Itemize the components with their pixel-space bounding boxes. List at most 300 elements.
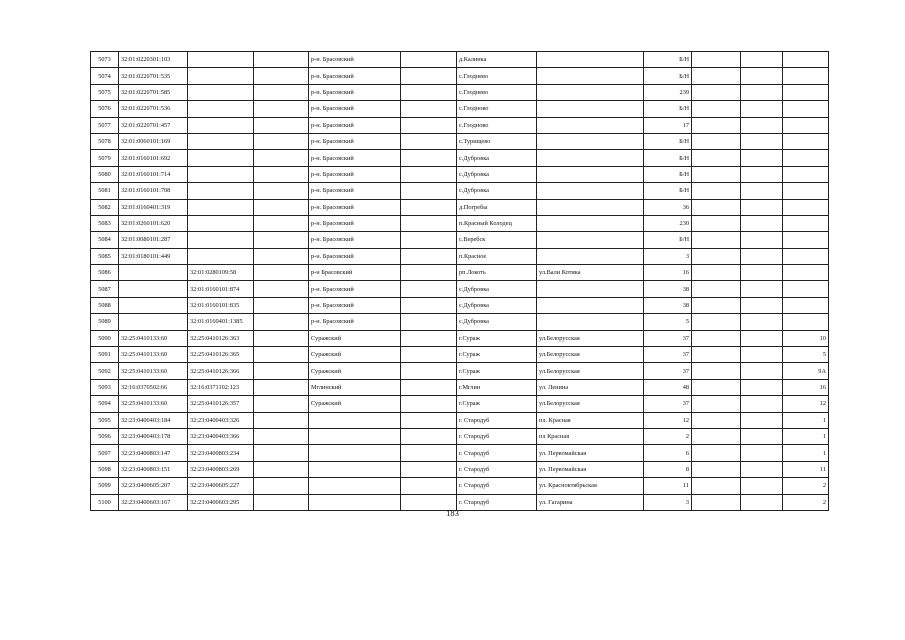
cell-locality: с.Глоднево bbox=[457, 84, 537, 100]
cell-col-empty-c bbox=[692, 52, 741, 68]
cell-district: р-н. Брасовский bbox=[309, 150, 401, 166]
cell-apartment-number bbox=[783, 101, 829, 117]
cell-col-empty-c bbox=[692, 199, 741, 215]
cell-row-number: 5077 bbox=[91, 117, 119, 133]
cell-col-empty-a bbox=[254, 117, 309, 133]
cell-cadastral-number: 32:25:0410133:60 bbox=[119, 347, 188, 363]
cell-col-empty-c bbox=[692, 117, 741, 133]
cell-col-empty-c bbox=[692, 347, 741, 363]
cell-cadastral-number-new: 32:01:0160101:835 bbox=[188, 297, 254, 313]
cell-street: ул.Белорусская bbox=[537, 330, 644, 346]
cell-col-empty-b bbox=[401, 199, 457, 215]
cell-cadastral-number-new bbox=[188, 84, 254, 100]
cell-cadastral-number-new bbox=[188, 101, 254, 117]
cell-col-empty-d bbox=[741, 314, 783, 330]
cell-col-empty-d bbox=[741, 117, 783, 133]
cell-apartment-number: 1 bbox=[783, 412, 829, 428]
cell-col-empty-d bbox=[741, 215, 783, 231]
cell-apartment-number bbox=[783, 297, 829, 313]
table-row bbox=[91, 265, 829, 281]
cell-col-empty-a bbox=[254, 183, 309, 199]
cell-cadastral-number: 32:01:0160401:319 bbox=[119, 199, 188, 215]
cell-col-empty-b bbox=[401, 52, 457, 68]
cell-house-number: 239 bbox=[644, 84, 692, 100]
cell-apartment-number: 10 bbox=[783, 330, 829, 346]
cell-col-empty-b bbox=[401, 396, 457, 412]
table-row bbox=[91, 248, 829, 264]
cell-street bbox=[537, 199, 644, 215]
cell-col-empty-d bbox=[741, 248, 783, 264]
cell-cadastral-number: 32:01:0180101:449 bbox=[119, 248, 188, 264]
cell-cadastral-number-new bbox=[188, 117, 254, 133]
table-row bbox=[91, 68, 829, 84]
cell-row-number: 5079 bbox=[91, 150, 119, 166]
cell-street bbox=[537, 68, 644, 84]
table-row bbox=[91, 150, 829, 166]
cell-locality: с.Дубровка bbox=[457, 150, 537, 166]
cell-row-number: 5085 bbox=[91, 248, 119, 264]
cell-col-empty-c bbox=[692, 84, 741, 100]
cell-cadastral-number bbox=[119, 265, 188, 281]
cell-apartment-number bbox=[783, 314, 829, 330]
cell-col-empty-a bbox=[254, 412, 309, 428]
table-row bbox=[91, 363, 829, 379]
table-row bbox=[91, 461, 829, 477]
cell-street: ул. Первомайская bbox=[537, 461, 644, 477]
cell-row-number: 5095 bbox=[91, 412, 119, 428]
cell-cadastral-number: 32:01:0220301:103 bbox=[119, 52, 188, 68]
cell-cadastral-number: 32:23:0400403:184 bbox=[119, 412, 188, 428]
cell-apartment-number: 11 bbox=[783, 461, 829, 477]
cell-street: ул. Гагарина bbox=[537, 494, 644, 510]
cell-col-empty-d bbox=[741, 84, 783, 100]
cell-col-empty-b bbox=[401, 215, 457, 231]
cell-district: Суражский bbox=[309, 347, 401, 363]
cell-row-number: 5088 bbox=[91, 297, 119, 313]
cell-house-number: 5 bbox=[644, 314, 692, 330]
cell-col-empty-a bbox=[254, 68, 309, 84]
registry-table bbox=[90, 51, 829, 511]
cell-street: пл. Красная bbox=[537, 412, 644, 428]
cell-col-empty-b bbox=[401, 445, 457, 461]
cell-col-empty-a bbox=[254, 166, 309, 182]
cell-col-empty-a bbox=[254, 379, 309, 395]
cell-apartment-number: 1 bbox=[783, 445, 829, 461]
cell-street bbox=[537, 215, 644, 231]
cell-cadastral-number bbox=[119, 281, 188, 297]
cell-cadastral-number bbox=[119, 314, 188, 330]
cell-cadastral-number: 32:01:0160101:692 bbox=[119, 150, 188, 166]
cell-col-empty-d bbox=[741, 297, 783, 313]
cell-col-empty-b bbox=[401, 330, 457, 346]
cell-col-empty-c bbox=[692, 150, 741, 166]
cell-row-number: 5082 bbox=[91, 199, 119, 215]
cell-locality: с.Дубровка bbox=[457, 183, 537, 199]
cell-apartment-number: 2 bbox=[783, 478, 829, 494]
table-row bbox=[91, 117, 829, 133]
cell-district: Суражский bbox=[309, 396, 401, 412]
cell-col-empty-a bbox=[254, 330, 309, 346]
cell-col-empty-b bbox=[401, 314, 457, 330]
cell-row-number: 5080 bbox=[91, 166, 119, 182]
table-row bbox=[91, 379, 829, 395]
cell-locality: д.Погребы bbox=[457, 199, 537, 215]
cell-house-number: 16 bbox=[644, 265, 692, 281]
cell-cadastral-number: 32:01:0160101:708 bbox=[119, 183, 188, 199]
cell-house-number: 37 bbox=[644, 330, 692, 346]
cell-street bbox=[537, 52, 644, 68]
cell-house-number: 37 bbox=[644, 363, 692, 379]
cell-cadastral-number-new: 32:23:0400803:269 bbox=[188, 461, 254, 477]
table-row bbox=[91, 133, 829, 149]
cell-district: р-н. Брасовский bbox=[309, 215, 401, 231]
cell-street bbox=[537, 166, 644, 182]
cell-col-empty-b bbox=[401, 265, 457, 281]
cell-col-empty-d bbox=[741, 183, 783, 199]
cell-district: р-н. Брасовский bbox=[309, 117, 401, 133]
cell-row-number: 5093 bbox=[91, 379, 119, 395]
cell-col-empty-b bbox=[401, 166, 457, 182]
cell-col-empty-a bbox=[254, 314, 309, 330]
cell-locality: г.Сураж bbox=[457, 347, 537, 363]
cell-row-number: 5073 bbox=[91, 52, 119, 68]
cell-cadastral-number: 32:01:0220701:457 bbox=[119, 117, 188, 133]
cell-apartment-number: 16 bbox=[783, 379, 829, 395]
cell-cadastral-number-new bbox=[188, 183, 254, 199]
cell-house-number: Б/Н bbox=[644, 133, 692, 149]
cell-locality: с.Дубровка bbox=[457, 314, 537, 330]
cell-row-number: 5099 bbox=[91, 478, 119, 494]
cell-row-number: 5096 bbox=[91, 428, 119, 444]
cell-locality: д.Калинка bbox=[457, 52, 537, 68]
cell-row-number: 5075 bbox=[91, 84, 119, 100]
cell-col-empty-b bbox=[401, 133, 457, 149]
table-row bbox=[91, 166, 829, 182]
table-row bbox=[91, 347, 829, 363]
cell-row-number: 5091 bbox=[91, 347, 119, 363]
cell-apartment-number bbox=[783, 281, 829, 297]
cell-col-empty-b bbox=[401, 379, 457, 395]
cell-col-empty-c bbox=[692, 379, 741, 395]
cell-locality: с.Глодново bbox=[457, 117, 537, 133]
cell-house-number: 6 bbox=[644, 445, 692, 461]
cell-locality: г. Стародуб bbox=[457, 494, 537, 510]
cell-street bbox=[537, 248, 644, 264]
cell-col-empty-a bbox=[254, 428, 309, 444]
cell-col-empty-d bbox=[741, 166, 783, 182]
cell-house-number: Б/Н bbox=[644, 232, 692, 248]
cell-col-empty-d bbox=[741, 478, 783, 494]
cell-locality: п.Красное bbox=[457, 248, 537, 264]
cell-district: р-н. Брасовский bbox=[309, 68, 401, 84]
table-row bbox=[91, 232, 829, 248]
cell-street: ул.Белорусская bbox=[537, 363, 644, 379]
cell-col-empty-c bbox=[692, 265, 741, 281]
cell-col-empty-b bbox=[401, 68, 457, 84]
cell-col-empty-c bbox=[692, 232, 741, 248]
cell-col-empty-b bbox=[401, 84, 457, 100]
cell-locality: с.Глодново bbox=[457, 101, 537, 117]
cell-district bbox=[309, 412, 401, 428]
cell-row-number: 5074 bbox=[91, 68, 119, 84]
cell-house-number: 38 bbox=[644, 281, 692, 297]
cell-cadastral-number-new bbox=[188, 199, 254, 215]
cell-col-empty-c bbox=[692, 183, 741, 199]
cell-col-empty-b bbox=[401, 150, 457, 166]
cell-col-empty-c bbox=[692, 461, 741, 477]
cell-col-empty-b bbox=[401, 478, 457, 494]
cell-cadastral-number: 32:01:0220701:585 bbox=[119, 84, 188, 100]
cell-cadastral-number: 32:16:0370502:66 bbox=[119, 379, 188, 395]
cell-locality: г. Стародуб bbox=[457, 412, 537, 428]
cell-street bbox=[537, 297, 644, 313]
cell-row-number: 5083 bbox=[91, 215, 119, 231]
cell-cadastral-number-new: 32:01:0160401:1385 bbox=[188, 314, 254, 330]
cell-col-empty-b bbox=[401, 297, 457, 313]
cell-locality: с.Глоднево bbox=[457, 68, 537, 84]
cell-col-empty-c bbox=[692, 445, 741, 461]
table-row bbox=[91, 314, 829, 330]
cell-street: ул.Белорусская bbox=[537, 396, 644, 412]
cell-col-empty-a bbox=[254, 297, 309, 313]
cell-col-empty-b bbox=[401, 347, 457, 363]
cell-cadastral-number: 32:01:0220701:535 bbox=[119, 68, 188, 84]
table-row bbox=[91, 412, 829, 428]
cell-house-number: 3 bbox=[644, 494, 692, 510]
cell-house-number: 12 bbox=[644, 412, 692, 428]
table-row bbox=[91, 396, 829, 412]
cell-street bbox=[537, 150, 644, 166]
cell-col-empty-c bbox=[692, 412, 741, 428]
cell-col-empty-a bbox=[254, 478, 309, 494]
cell-apartment-number bbox=[783, 166, 829, 182]
cell-district bbox=[309, 478, 401, 494]
cell-col-empty-d bbox=[741, 281, 783, 297]
cell-row-number: 5076 bbox=[91, 101, 119, 117]
cell-district: Суражский bbox=[309, 363, 401, 379]
cell-cadastral-number-new: 32:25:0410126:366 bbox=[188, 363, 254, 379]
cell-col-empty-a bbox=[254, 363, 309, 379]
cell-row-number: 5086 bbox=[91, 265, 119, 281]
table-row bbox=[91, 215, 829, 231]
cell-district: р-н. Брасовский bbox=[309, 314, 401, 330]
cell-house-number: 48 bbox=[644, 379, 692, 395]
cell-col-empty-d bbox=[741, 133, 783, 149]
table-row bbox=[91, 445, 829, 461]
cell-house-number: Б/Н bbox=[644, 150, 692, 166]
cell-cadastral-number: 32:23:0400403:178 bbox=[119, 428, 188, 444]
cell-col-empty-c bbox=[692, 166, 741, 182]
cell-col-empty-c bbox=[692, 396, 741, 412]
table-row bbox=[91, 199, 829, 215]
cell-apartment-number bbox=[783, 150, 829, 166]
cell-col-empty-a bbox=[254, 265, 309, 281]
cell-street bbox=[537, 314, 644, 330]
cell-col-empty-a bbox=[254, 150, 309, 166]
cell-col-empty-d bbox=[741, 150, 783, 166]
cell-apartment-number bbox=[783, 183, 829, 199]
cell-col-empty-b bbox=[401, 248, 457, 264]
cell-col-empty-d bbox=[741, 199, 783, 215]
cell-locality: с.Дубровка bbox=[457, 166, 537, 182]
cell-locality: г.Сураж bbox=[457, 363, 537, 379]
cell-col-empty-b bbox=[401, 101, 457, 117]
cell-house-number: Б/Н bbox=[644, 52, 692, 68]
cell-apartment-number bbox=[783, 265, 829, 281]
cell-cadastral-number-new: 32:23:0400603:295 bbox=[188, 494, 254, 510]
cell-col-empty-d bbox=[741, 461, 783, 477]
cell-cadastral-number-new: 32:25:0410126:363 bbox=[188, 330, 254, 346]
cell-col-empty-b bbox=[401, 183, 457, 199]
cell-col-empty-d bbox=[741, 379, 783, 395]
cell-district: р-н. Брасовский bbox=[309, 84, 401, 100]
cell-apartment-number bbox=[783, 84, 829, 100]
cell-house-number: 11 bbox=[644, 478, 692, 494]
cell-cadastral-number: 32:23:0400803:147 bbox=[119, 445, 188, 461]
cell-col-empty-c bbox=[692, 363, 741, 379]
cell-district: Мглинский bbox=[309, 379, 401, 395]
cell-col-empty-c bbox=[692, 478, 741, 494]
cell-cadastral-number-new bbox=[188, 215, 254, 231]
cell-apartment-number bbox=[783, 133, 829, 149]
cell-col-empty-d bbox=[741, 232, 783, 248]
cell-col-empty-d bbox=[741, 445, 783, 461]
table-row bbox=[91, 297, 829, 313]
cell-cadastral-number-new: 32:23:0400403:326 bbox=[188, 412, 254, 428]
cell-col-empty-c bbox=[692, 248, 741, 264]
cell-house-number: 2 bbox=[644, 428, 692, 444]
cell-apartment-number: 9А bbox=[783, 363, 829, 379]
table-row bbox=[91, 52, 829, 68]
cell-col-empty-c bbox=[692, 330, 741, 346]
cell-street bbox=[537, 232, 644, 248]
cell-col-empty-c bbox=[692, 428, 741, 444]
cell-col-empty-a bbox=[254, 133, 309, 149]
cell-house-number: 3 bbox=[644, 248, 692, 264]
cell-col-empty-a bbox=[254, 445, 309, 461]
cell-cadastral-number-new: 32:23:0400605:227 bbox=[188, 478, 254, 494]
cell-col-empty-a bbox=[254, 396, 309, 412]
cell-street: ул.Белорусская bbox=[537, 347, 644, 363]
cell-apartment-number: 2 bbox=[783, 494, 829, 510]
cell-locality: с.Турищево bbox=[457, 133, 537, 149]
cell-house-number: Б/Н bbox=[644, 166, 692, 182]
cell-row-number: 5081 bbox=[91, 183, 119, 199]
cell-street bbox=[537, 281, 644, 297]
cell-cadastral-number-new bbox=[188, 248, 254, 264]
cell-row-number: 5094 bbox=[91, 396, 119, 412]
cell-cadastral-number-new bbox=[188, 232, 254, 248]
cell-street bbox=[537, 101, 644, 117]
cell-district: р-н. Брасовский bbox=[309, 183, 401, 199]
cell-col-empty-b bbox=[401, 232, 457, 248]
cell-locality: п.Красный Колодец bbox=[457, 215, 537, 231]
cell-street: ул. Ленина bbox=[537, 379, 644, 395]
cell-col-empty-a bbox=[254, 281, 309, 297]
cell-cadastral-number-new bbox=[188, 150, 254, 166]
cell-row-number: 5087 bbox=[91, 281, 119, 297]
cell-locality: с.Веребск bbox=[457, 232, 537, 248]
cell-apartment-number bbox=[783, 248, 829, 264]
cell-col-empty-b bbox=[401, 428, 457, 444]
cell-apartment-number bbox=[783, 232, 829, 248]
cell-col-empty-d bbox=[741, 347, 783, 363]
cell-cadastral-number: 32:01:0220701:536 bbox=[119, 101, 188, 117]
cell-locality: г.Мглин bbox=[457, 379, 537, 395]
cell-locality: г. Стародуб bbox=[457, 428, 537, 444]
cell-cadastral-number-new: 32:01:0280109:58 bbox=[188, 265, 254, 281]
cell-col-empty-d bbox=[741, 412, 783, 428]
cell-apartment-number: 5 bbox=[783, 347, 829, 363]
cell-row-number: 5092 bbox=[91, 363, 119, 379]
cell-col-empty-a bbox=[254, 101, 309, 117]
cell-locality: с.Дубровка bbox=[457, 297, 537, 313]
cell-col-empty-c bbox=[692, 68, 741, 84]
cell-district: р-н. Брасовский bbox=[309, 248, 401, 264]
cell-house-number: 8 bbox=[644, 461, 692, 477]
cell-col-empty-c bbox=[692, 281, 741, 297]
cell-house-number: Б/Н bbox=[644, 68, 692, 84]
cell-col-empty-b bbox=[401, 363, 457, 379]
cell-street bbox=[537, 84, 644, 100]
cell-cadastral-number: 32:01:0080101:287 bbox=[119, 232, 188, 248]
table-row bbox=[91, 183, 829, 199]
cell-house-number: 38 bbox=[644, 297, 692, 313]
cell-row-number: 5090 bbox=[91, 330, 119, 346]
cell-cadastral-number bbox=[119, 297, 188, 313]
cell-district: р-н. Брасовский bbox=[309, 297, 401, 313]
cell-col-empty-b bbox=[401, 461, 457, 477]
cell-street: ул. Красноктябрьская bbox=[537, 478, 644, 494]
cell-cadastral-number: 32:01:0160101:714 bbox=[119, 166, 188, 182]
cell-col-empty-a bbox=[254, 199, 309, 215]
cell-col-empty-c bbox=[692, 297, 741, 313]
cell-col-empty-a bbox=[254, 52, 309, 68]
cell-house-number: Б/Н bbox=[644, 183, 692, 199]
cell-col-empty-a bbox=[254, 84, 309, 100]
cell-col-empty-c bbox=[692, 133, 741, 149]
cell-district bbox=[309, 461, 401, 477]
cell-street: ул.Вали Котика bbox=[537, 265, 644, 281]
cell-locality: г. Стародуб bbox=[457, 445, 537, 461]
cell-cadastral-number: 32:25:0410133:60 bbox=[119, 396, 188, 412]
cell-col-empty-a bbox=[254, 347, 309, 363]
cell-col-empty-d bbox=[741, 68, 783, 84]
cell-col-empty-c bbox=[692, 101, 741, 117]
cell-street bbox=[537, 133, 644, 149]
cell-district: р-н Брасовский bbox=[309, 265, 401, 281]
cell-apartment-number bbox=[783, 199, 829, 215]
cell-street: ул. Первомайская bbox=[537, 445, 644, 461]
cell-house-number: Б/Н bbox=[644, 101, 692, 117]
cell-house-number: 17 bbox=[644, 117, 692, 133]
cell-district: р-н. Брасовский bbox=[309, 281, 401, 297]
cell-cadastral-number: 32:23:0400803:151 bbox=[119, 461, 188, 477]
cell-district: р-н. Брасовский bbox=[309, 166, 401, 182]
cell-row-number: 5084 bbox=[91, 232, 119, 248]
cell-apartment-number: 1 bbox=[783, 428, 829, 444]
cell-row-number: 5089 bbox=[91, 314, 119, 330]
cell-locality: г.Сураж bbox=[457, 396, 537, 412]
cell-locality: рп.Локоть bbox=[457, 265, 537, 281]
cell-row-number: 5078 bbox=[91, 133, 119, 149]
cell-row-number: 5097 bbox=[91, 445, 119, 461]
cell-row-number: 5098 bbox=[91, 461, 119, 477]
cell-cadastral-number-new: 32:25:0410126:365 bbox=[188, 347, 254, 363]
cell-district: р-н. Брасовский bbox=[309, 199, 401, 215]
cell-col-empty-d bbox=[741, 428, 783, 444]
cell-house-number: 37 bbox=[644, 396, 692, 412]
